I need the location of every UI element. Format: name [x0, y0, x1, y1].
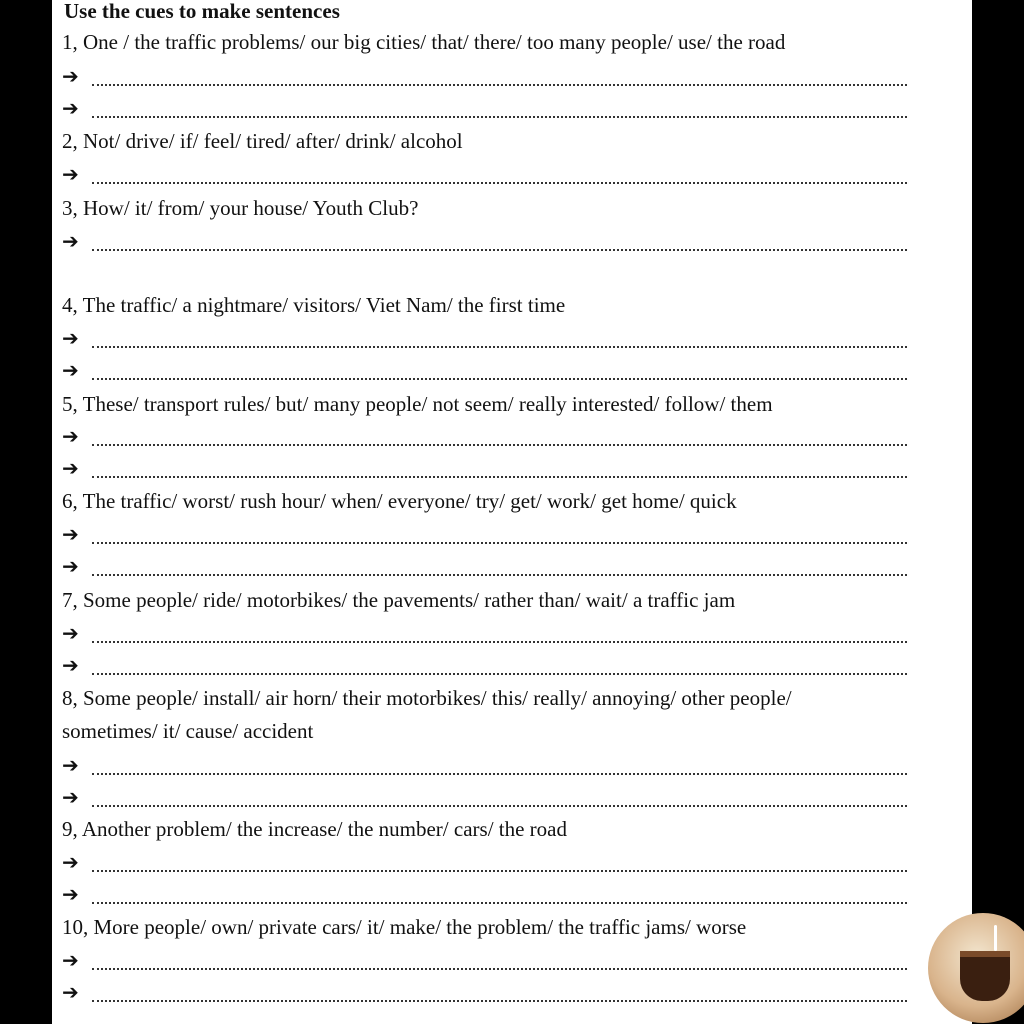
- answer-line[interactable]: [62, 420, 907, 452]
- question-8-text: 8, Some people/ install/ air horn/ their motorbikes/ this/ really/ annoying/ other people/: [62, 686, 792, 710]
- arrow-icon: ➔: [62, 621, 79, 645]
- arrow-icon: ➔: [62, 653, 79, 677]
- dotted-line: [92, 476, 907, 478]
- answer-line[interactable]: [62, 617, 907, 649]
- dotted-line: [92, 182, 907, 184]
- arrow-icon: ➔: [62, 96, 79, 120]
- dotted-line: [92, 902, 907, 904]
- answer-line[interactable]: [62, 550, 907, 582]
- arrow-icon: ➔: [62, 522, 79, 546]
- dotted-line: [92, 673, 907, 675]
- dotted-line: [92, 542, 907, 544]
- question-7-text: 7, Some people/ ride/ motorbikes/ the pavements/ rather than/ wait/ a traffic jam: [62, 588, 736, 612]
- arrow-icon: ➔: [62, 882, 79, 906]
- dotted-line: [92, 116, 907, 118]
- arrow-icon: ➔: [62, 850, 79, 874]
- question-10-text: 10, More people/ own/ private cars/ it/ make/ the problem/ the traffic jams/ worse: [62, 915, 747, 939]
- arrow-icon: ➔: [62, 948, 79, 972]
- question-4-text: 4, The traffic/ a nightmare/ visitors/ Viet Nam/ the first time: [62, 293, 566, 317]
- question-5-text: 5, These/ transport rules/ but/ many people/ not seem/ really interested/ follow/ them: [62, 392, 773, 416]
- dotted-line: [92, 1000, 907, 1002]
- arrow-icon: ➔: [62, 64, 79, 88]
- arrow-icon: ➔: [62, 554, 79, 578]
- answer-line[interactable]: [62, 649, 907, 681]
- arrow-icon: ➔: [62, 162, 79, 186]
- arrow-icon: ➔: [62, 980, 79, 1004]
- arrow-icon: ➔: [62, 326, 79, 350]
- answer-line[interactable]: [62, 781, 907, 813]
- dotted-line: [92, 574, 907, 576]
- question-9-text: 9, Another problem/ the increase/ the number/ cars/ the road: [62, 817, 567, 841]
- dotted-line: [92, 641, 907, 643]
- dotted-line: [92, 805, 907, 807]
- answer-line[interactable]: [62, 158, 907, 190]
- answer-line[interactable]: [62, 878, 907, 910]
- worksheet-page: [52, 0, 972, 1024]
- steam-shape: [994, 925, 997, 951]
- dotted-line: [92, 870, 907, 872]
- dotted-line: [92, 968, 907, 970]
- answer-line[interactable]: [62, 976, 907, 1008]
- answer-line[interactable]: [62, 452, 907, 484]
- question-3-text: 3, How/ it/ from/ your house/ Youth Club?: [62, 196, 419, 220]
- answer-line[interactable]: [62, 944, 907, 976]
- dotted-line: [92, 84, 907, 86]
- answer-line[interactable]: [62, 225, 907, 257]
- dotted-line: [92, 773, 907, 775]
- dotted-line: [92, 249, 907, 251]
- worksheet-title: Use the cues to make sentences: [64, 0, 340, 23]
- answer-line[interactable]: [62, 749, 907, 781]
- dotted-line: [92, 378, 907, 380]
- dotted-line: [92, 346, 907, 348]
- question-8-text: sometimes/ it/ cause/ accident: [62, 719, 314, 743]
- arrow-icon: ➔: [62, 229, 79, 253]
- arrow-icon: ➔: [62, 456, 79, 480]
- answer-line[interactable]: [62, 518, 907, 550]
- question-1-text: 1, One / the traffic problems/ our big cities/ that/ there/ too many people/ use/ the road: [62, 30, 786, 54]
- answer-line[interactable]: [62, 354, 907, 386]
- answer-line[interactable]: [62, 846, 907, 878]
- question-6-text: 6, The traffic/ worst/ rush hour/ when/ everyone/ try/ get/ work/ get home/ quick: [62, 489, 737, 513]
- arrow-icon: ➔: [62, 753, 79, 777]
- arrow-icon: ➔: [62, 785, 79, 809]
- answer-line[interactable]: [62, 92, 907, 124]
- dotted-line: [92, 444, 907, 446]
- arrow-icon: ➔: [62, 424, 79, 448]
- cup-shape: [960, 951, 1010, 1001]
- question-2-text: 2, Not/ drive/ if/ feel/ tired/ after/ drink/ alcohol: [62, 129, 463, 153]
- answer-line[interactable]: [62, 60, 907, 92]
- arrow-icon: ➔: [62, 358, 79, 382]
- answer-line[interactable]: [62, 322, 907, 354]
